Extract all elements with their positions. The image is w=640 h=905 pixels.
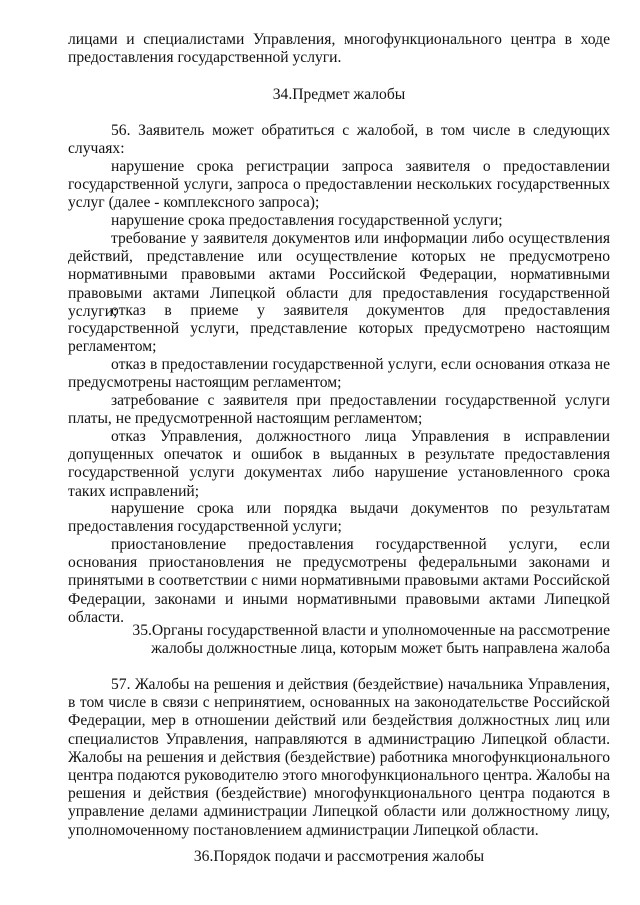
list-item-correction-refusal: отказ Управления, должностного лица Управления в исправлении допущенных опечаток и ошибок в выданных в результате предоставления государственной услуги документах либо нарушение установленного срока таких исправлений; xyxy=(68,428,610,500)
paragraph-intro-continuation: лицами и специалистами Управления, многофункционального центра в ходе предоставления государственной услуги. xyxy=(68,31,610,67)
list-item-registration-delay: нарушение срока регистрации запроса заявителя о предоставлении государственной услуги, запроса о предоставлении нескольких государственных услуг (далее - комплексного запроса); xyxy=(68,158,610,212)
list-item-document-refusal: отказ в приеме у заявителя документов для предоставления государственной услуги, представление которых предусмотрено настоящим регламентом; xyxy=(68,302,610,356)
paragraph-57: 57. Жалобы на решения и действия (бездействие) начальника Управления, в том числе в связи с непринятием, основанных на законодательстве Российской Федерации, мер в отношении действий или бездействия должностных лиц или специалистов Управления, направляются в администрацию Липецкой области. Жалобы на решения и действия (бездействие) работника многофункционального центра подаются руководителю этого многофункционального центра. Жалобы на решения и действия (бездействие) многофункционального центра подаются в управление делами администрации Липецкой области или должностному лицу, уполномоченному постановлением администрации Липецкой области. xyxy=(68,676,610,839)
section-heading-35-line-1: 35.Органы государственной власти и уполномоченные на рассмотрение xyxy=(132,622,610,639)
list-item-suspension: приостановление предоставления государственной услуги, если основания приостановления не предусмотрены федеральными законами и принятыми в соответствии с ними нормативными правовыми актами Российской Федерации, законами и иными нормативными правовыми актами Липецкой области. xyxy=(68,536,610,626)
list-item-fee-demand: затребование с заявителя при предоставлении государственной услуги платы, не предусмотренной настоящим регламентом; xyxy=(68,392,610,428)
list-item-service-refusal: отказ в предоставлении государственной услуги, если основания отказа не предусмотрены настоящим регламентом; xyxy=(68,356,610,392)
list-item-issuance-violation: нарушение срока или порядка выдачи документов по результатам предоставления государственной услуги; xyxy=(68,500,610,536)
list-item-service-delay: нарушение срока предоставления государственной услуги; xyxy=(111,212,503,229)
section-heading-35 xyxy=(68,622,610,658)
paragraph-56: 56. Заявитель может обратиться с жалобой, в том числе в следующих случаях: xyxy=(68,122,610,158)
list-item-document-demand: требование у заявителя документов или информации либо осуществления действий, представление или осуществление которых не предусмотрено нормативными правовыми актами Российской Федерации, нормативными правовыми актами Липецкой области для предоставления государственной услуги; xyxy=(68,230,610,320)
section-heading-34: 34.Предмет жалобы xyxy=(272,86,406,103)
section-heading-36: 36.Порядок подачи и рассмотрения жалобы xyxy=(193,848,485,865)
section-heading-35-line-2: жалобы должностные лица, которым может быть направлена жалоба xyxy=(151,640,610,658)
